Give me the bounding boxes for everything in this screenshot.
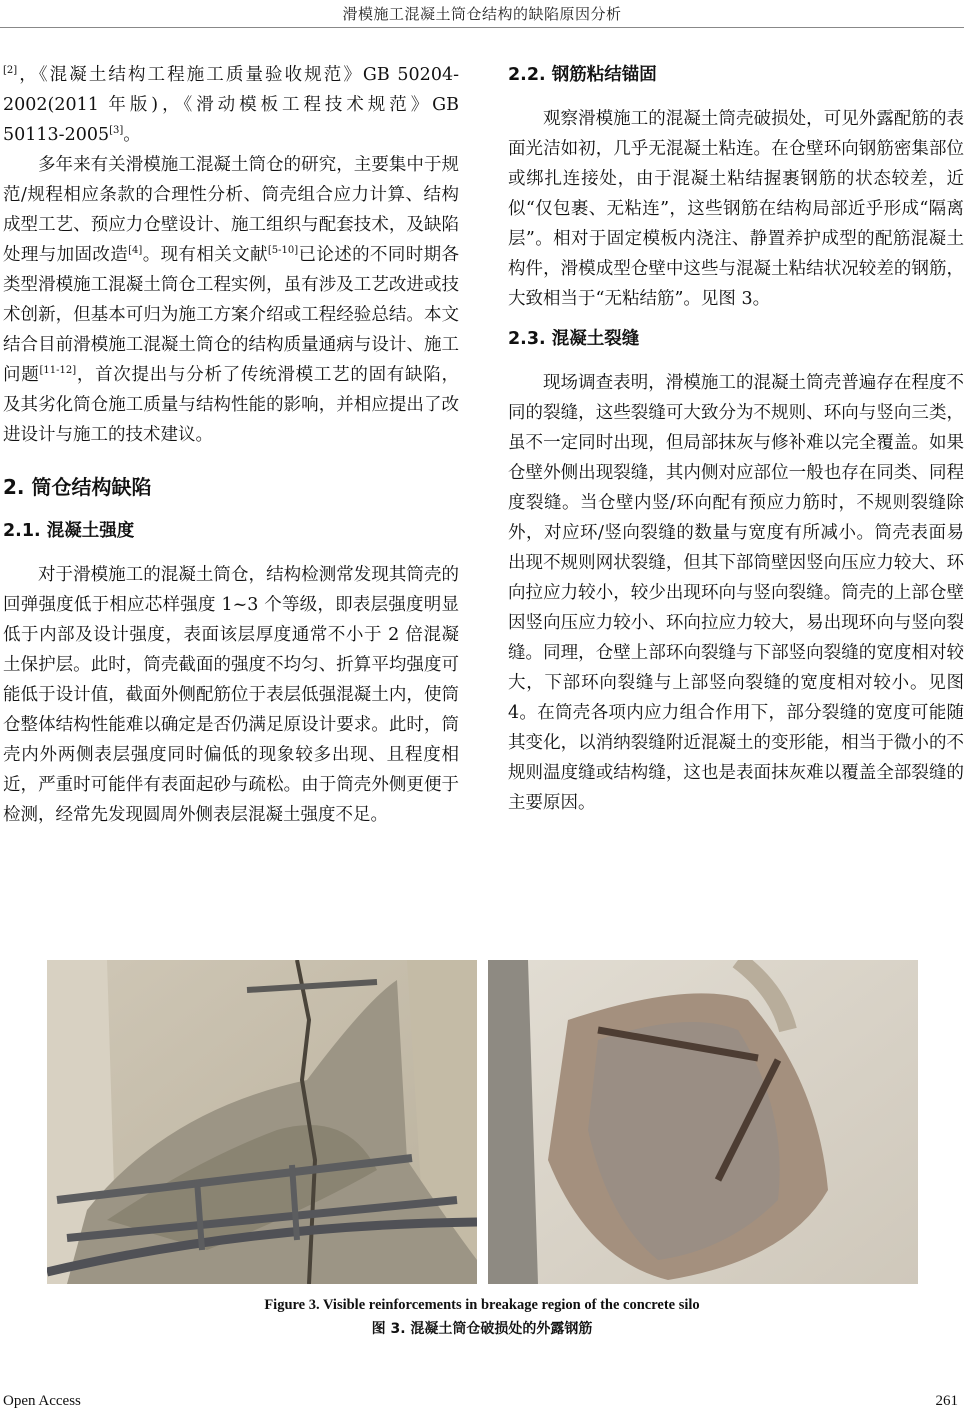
figure-photo-right: [488, 960, 918, 1284]
paragraph: 现场调查表明，滑模施工的混凝土筒壳普遍存在程度不同的裂缝，这些裂缝可大致分为不规则、环向与竖向三类，虽不一定同时出现，但局部抹灰与修补难以完全覆盖。如果仓壁外侧出现裂缝，其内侧对应部位一般也存在同类、同程度裂缝。当仓壁内竖/环向配有预应力筋时，不规则裂缝除外，对应环/竖向裂缝的数量与宽度有所减小。筒壳表面易出现不规则网状裂缝，但其下部筒壁因竖向压应力较大、环向拉应力较小，较少出现环向与竖向裂缝。筒壳的上部仓壁因竖向压应力较小、环向拉应力较大，易出现环向与竖向裂缝。同理，仓壁上部环向裂缝与下部竖向裂缝的宽度相对较大，下部环向裂缝与上部竖向裂缝的宽度相对较小。见图 4。在筒壳各项内应力组合作用下，部分裂缝的宽度可能随其变化，以消纳裂缝附近混凝土的变形能，相当于微小的不规则温度缝或结构缝，这也是表面抹灰难以覆盖全部裂缝的主要原因。: [508, 373, 964, 813]
right-column: [508, 60, 964, 818]
paragraph: [3, 150, 459, 450]
citation: [3]: [109, 125, 124, 136]
subsection-heading: 2.2. 钢筋粘结锚固: [508, 65, 657, 85]
paragraph: 观察滑模施工的混凝土筒壳破损处，可见外露配筋的表面光洁如初，几乎无混凝土粘连。在仓壁环向钢筋密集部位或绑扎连接处，由于混凝土粘结握裹钢筋的状态较差，近似“仅包裹、无粘连”，这些钢筋在结构局部近乎形成“隔离层”。相对于固定模板内浇注、静置养护成型的配筋混凝土构件，滑模成型仓壁中这些与混凝土粘结状况较差的钢筋，大致相当于“无粘结筋”。见图 3。: [508, 109, 964, 309]
paragraph-text: 多年来有关滑模施工混凝土筒仓的研究，主要集中于规范/规程相应条款的合理性分析、筒壳组合应力计算、结构成型工艺、预应力仓壁设计、施工组织与配套技术，及缺陷处理与加固改造: [3, 155, 459, 265]
figure-caption-english: Figure 3. Visible reinforcements in breakage region of the concrete silo: [264, 1297, 700, 1313]
page-number: 261: [935, 1393, 958, 1409]
paragraph: [3, 60, 459, 150]
paragraph-text: 。: [123, 125, 141, 145]
subsection-heading: 2.3. 混凝土裂缝: [508, 329, 640, 349]
paragraph-text: ，首次提出与分析了传统滑模工艺的固有缺陷，及其劣化筒仓施工质量与结构性能的影响，并相应提出了改进设计与施工的技术建议。: [3, 365, 460, 445]
citation: [5-10]: [267, 245, 299, 256]
footer-journal-label: Open Access: [3, 1393, 81, 1409]
paragraph-text: 。现有相关文献: [142, 245, 268, 265]
paragraph: 对于滑模施工的混凝土筒仓，结构检测常发现其筒壳的回弹强度低于相应芯样强度 1~3 个等级，即表层强度明显低于内部及设计强度，表面该层厚度通常不小于 2 倍混凝土保护层。此时，筒壳截面的强度不均匀、折算平均强度可能低于设计值，截面外侧配筋位于表层低强混凝土内，使筒仓整体结构性能难以确定是否仍满足原设计要求。此时，筒壳内外两侧表层强度同时偏低的现象较多出现、且程度相近，严重时可能伴有表面起砂与疏松。由于筒壳外侧更便于检测，经常先发现圆周外侧表层混凝土强度不足。: [3, 565, 459, 825]
paragraph-text: 已论述的不同时期各类型滑模施工混凝土筒仓工程实例，虽有涉及工艺改进或技术创新，但基本可归为施工方案介绍或工程经验总结。本文结合目前滑模施工混凝土筒仓的结构质量通病与设计、施工问题: [3, 245, 460, 385]
citation: [4]: [128, 245, 143, 256]
citation: [11-12]: [39, 365, 77, 376]
header-rule: [0, 27, 964, 28]
section-heading: 2. 筒仓结构缺陷: [3, 475, 152, 499]
citation: [2]: [3, 65, 18, 76]
paragraph-text: ，《混凝土结构工程施工质量验收规范》GB 50204-2002(2011 年版)，《滑动模板工程技术规范》GB 50113-2005: [3, 65, 459, 145]
running-header: 滑模施工混凝土筒仓结构的缺陷原因分析: [342, 5, 622, 23]
figure-photo-left: [47, 960, 477, 1284]
left-column: [3, 60, 459, 830]
subsection-heading: 2.1. 混凝土强度: [3, 521, 135, 541]
figure-caption-chinese: 图 3. 混凝土筒仓破损处的外露钢筋: [371, 1321, 593, 1337]
